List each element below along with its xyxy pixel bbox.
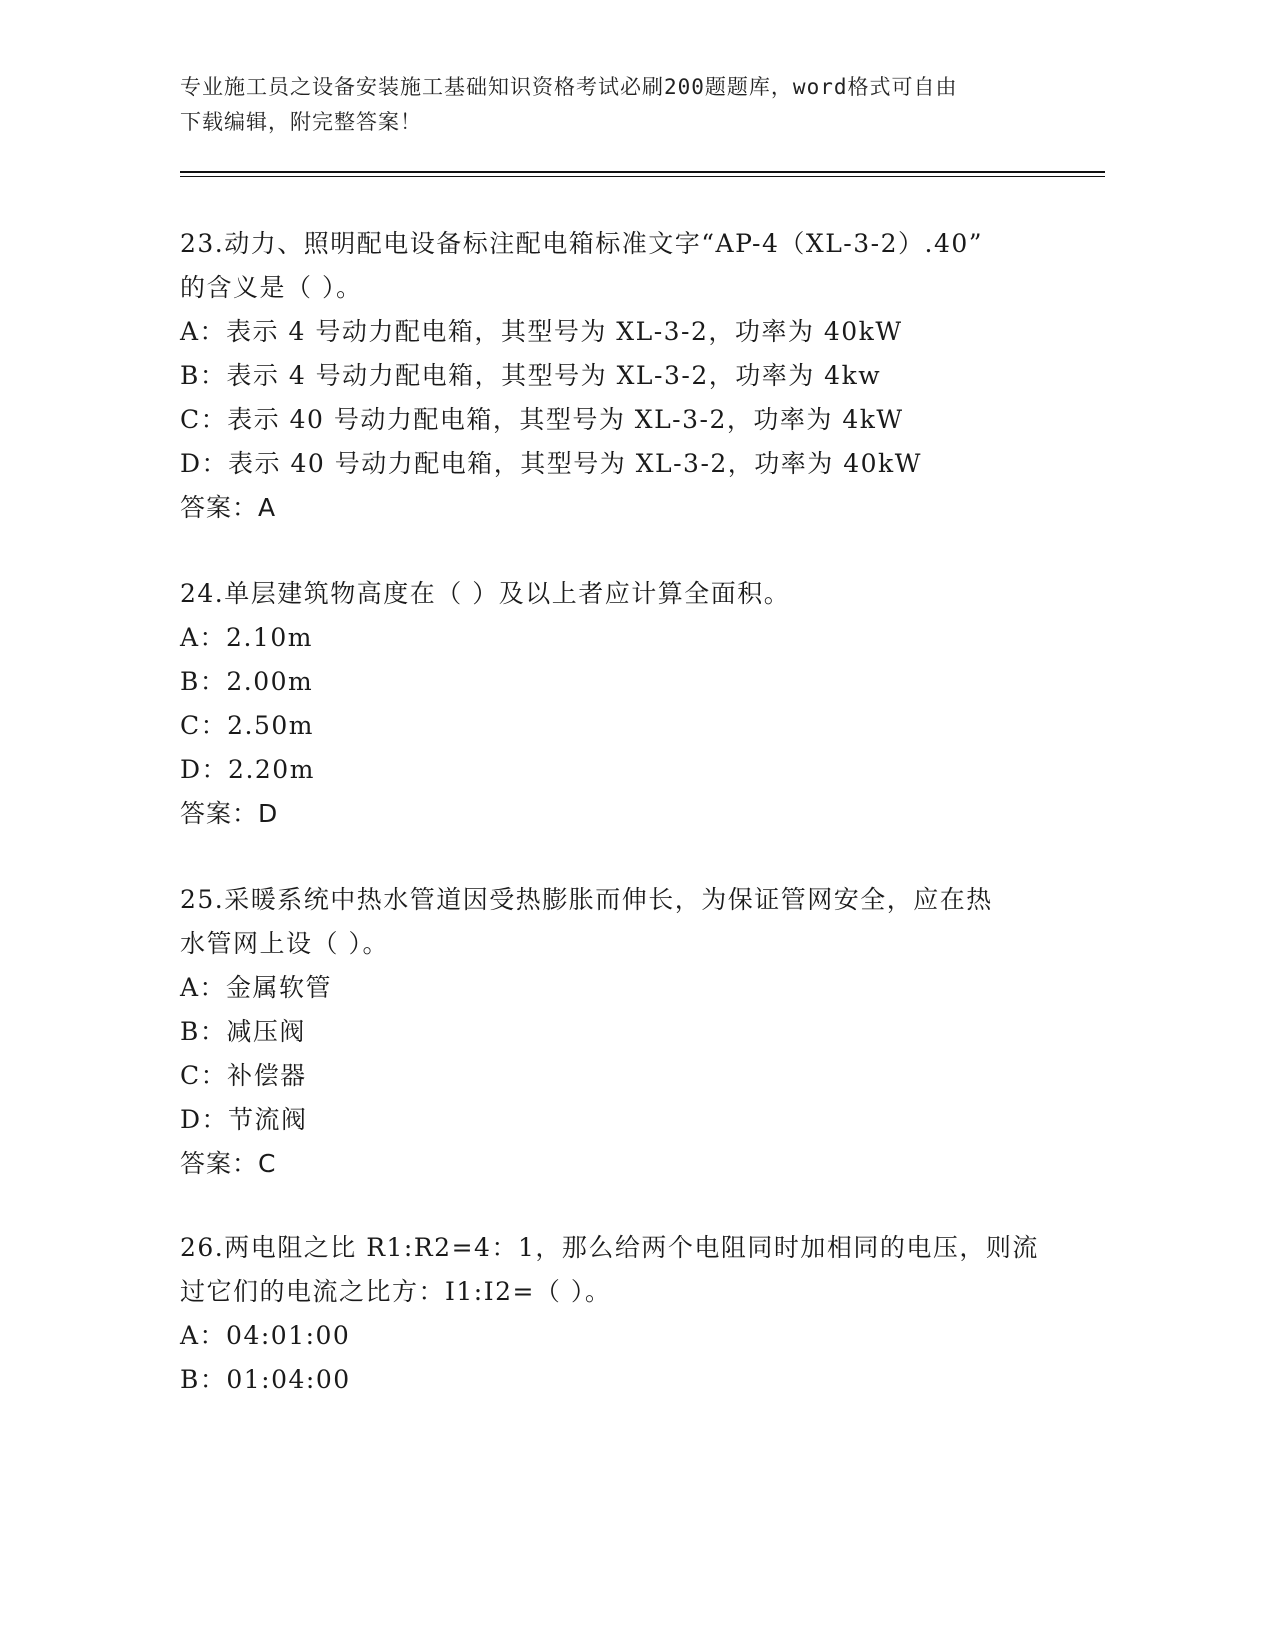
option-d: D：表示 40 号动力配电箱，其型号为 XL-3-2，功率为 40kW: [180, 449, 922, 478]
header-line-2: 下载编辑，附完整答案！: [180, 110, 422, 134]
option-a: A：金属软管: [180, 973, 333, 1002]
option-a: A：04:01:00: [180, 1321, 351, 1350]
header-line-1: 专业施工员之设备安装施工基础知识资格考试必刷200题题库，word格式可自由: [180, 75, 958, 99]
document-header: [180, 70, 1040, 140]
option-b: B：表示 4 号动力配电箱，其型号为 XL-3-2，功率为 4kw: [180, 361, 882, 390]
question-text-cont: 水管网上设（ ）。: [180, 929, 389, 958]
question-24: [180, 572, 1060, 836]
answer: 答案：D: [180, 799, 279, 828]
option-c: C：表示 40 号动力配电箱，其型号为 XL-3-2，功率为 4kW: [180, 405, 904, 434]
option-c: C：补偿器: [180, 1061, 307, 1090]
option-b: B：减压阀: [180, 1017, 306, 1046]
header-divider: [180, 171, 1105, 173]
question-26: [180, 1226, 1060, 1402]
option-d: D：节流阀: [180, 1105, 308, 1134]
option-a: A：2.10m: [180, 623, 313, 652]
question-text: 26.两电阻之比 R1:R2=4：1，那么给两个电阻同时加相同的电压，则流: [180, 1233, 1039, 1262]
question-25: [180, 878, 1060, 1186]
question-23: [180, 222, 1060, 530]
question-text: 25.采暖系统中热水管道因受热膨胀而伸长，为保证管网安全，应在热: [180, 885, 993, 914]
option-d: D：2.20m: [180, 755, 315, 784]
option-b: B：01:04:00: [180, 1365, 351, 1394]
answer: 答案：A: [180, 493, 277, 522]
question-text: 24.单层建筑物高度在（ ）及以上者应计算全面积。: [180, 579, 791, 608]
header-divider-thin: [180, 176, 1105, 177]
option-c: C：2.50m: [180, 711, 314, 740]
question-text-cont: 的含义是（ ）。: [180, 273, 363, 302]
answer: 答案：C: [180, 1149, 277, 1178]
question-text: 23.动力、照明配电设备标注配电箱标准文字“AP-4（XL-3-2）.40”: [180, 229, 984, 258]
question-text-cont: 过它们的电流之比方：I1:I2=（ ）。: [180, 1277, 612, 1306]
option-b: B：2.00m: [180, 667, 314, 696]
option-a: A：表示 4 号动力配电箱，其型号为 XL-3-2，功率为 40kW: [180, 317, 903, 346]
